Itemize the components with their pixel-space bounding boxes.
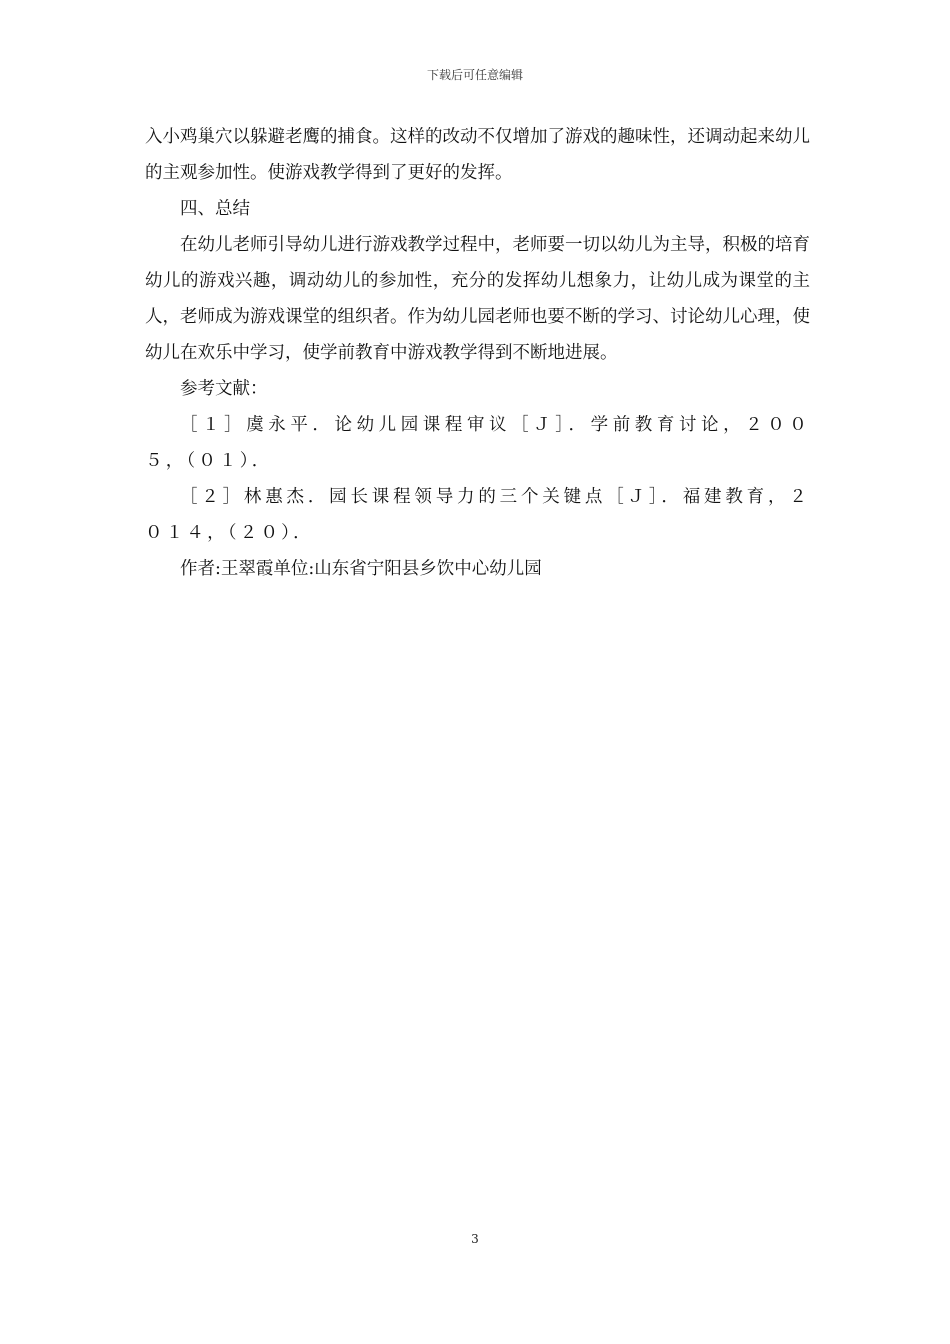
summary-paragraph: 在幼儿老师引导幼儿进行游戏教学过程中，老师要一切以幼儿为主导，积极的培育幼儿的游戏兴趣，调动幼儿的参加性，充分的发挥幼儿想象力，让幼儿成为课堂的主人，老师成为游戏课堂的组织者。作为幼儿园老师也要不断的学习、讨论幼儿心理，使幼儿在欢乐中学习，使学前教育中游戏教学得到不断地进展。: [145, 235, 810, 363]
reference-item-2: ［２］林惠杰．园长课程领导力的三个关键点［Ｊ］．福建教育，２０１４，（２０）．: [145, 487, 810, 543]
section-heading: 四、总结: [180, 199, 250, 219]
document-body: [145, 119, 810, 587]
references-heading: 参考文献：: [180, 379, 268, 399]
reference-item-1: ［１］虞永平．论幼儿园课程审议［Ｊ］．学前教育讨论，２００５，（０１）．: [145, 415, 810, 471]
page-header: 下载后可任意编辑: [426, 68, 523, 82]
page-number: 3: [471, 1232, 479, 1246]
paragraph-continued: 入小鸡巢穴以躲避老鹰的捕食。这样的改动不仅增加了游戏的趣味性，还调动起来幼儿的主观参加性。使游戏教学得到了更好的发挥。: [145, 127, 810, 183]
author-line: 作者:王翠霞单位:山东省宁阳县乡饮中心幼儿园: [180, 559, 542, 579]
